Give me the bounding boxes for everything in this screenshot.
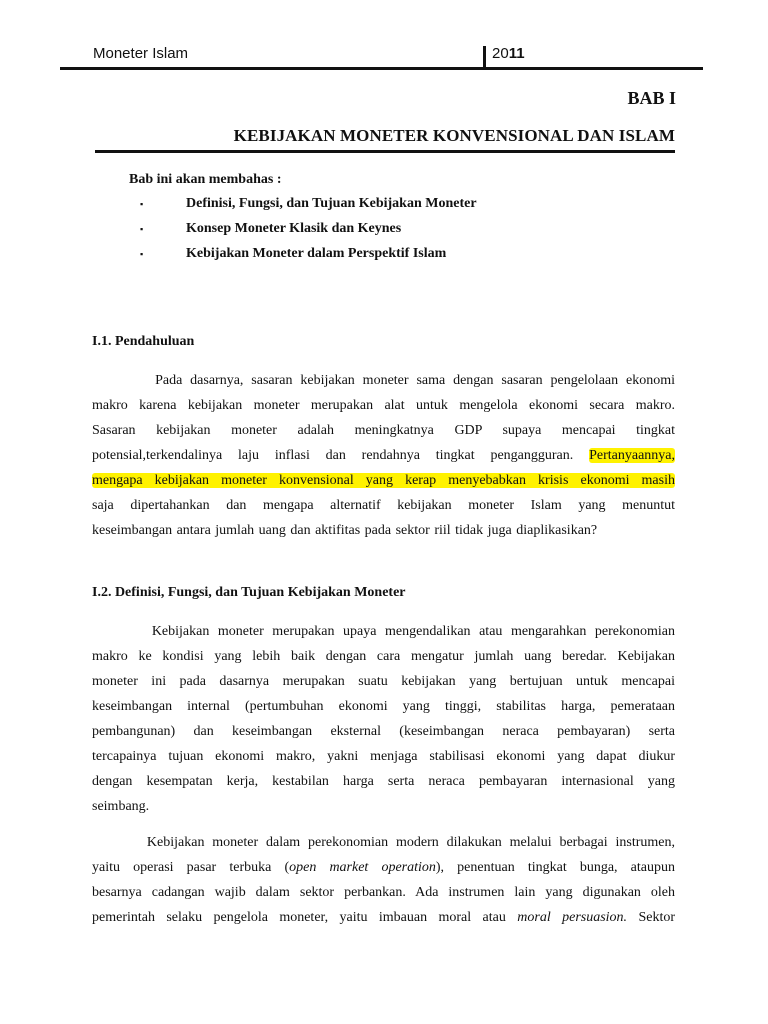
page-header — [60, 40, 703, 70]
header-title: Moneter Islam — [93, 45, 189, 62]
bullet-icon: ▪ — [140, 199, 144, 209]
bullet-icon: ▪ — [140, 224, 144, 234]
chapter-title: KEBIJAKAN MONETER KONVENSIONAL DAN ISLAM — [233, 126, 675, 145]
chapter-intro: Bab ini akan membahas : — [129, 172, 282, 187]
section-heading-definisi: I.2. Definisi, Fungsi, dan Tujuan Kebijakan Moneter — [92, 585, 406, 600]
paragraph-pendahuluan: Pada dasarnya, sasaran kebijakan moneter sama dengan sasaran pengelolaan ekonomi makro karena kebijakan moneter merupakan alat untuk mengelola ekonomi secara makro. Sasaran kebijakan moneter adalah meningkatnya GDP supaya mencapai tingkat potensial,terkendalinya laju inflasi dan rendahnya tingkat pengangguran. Pertanyaannya, mengapa kebijakan moneter konvensional yang kerap menyebabkan krisis ekonomi masih saja dipertahankan dan mengapa alternatif kebijakan moneter Islam yang menuntut keseimbangan antara jumlah uang dan aktifitas pada sektor riil tidak juga diaplikasikan? — [92, 373, 675, 538]
bullet-icon: ▪ — [140, 249, 144, 259]
highlighted-text: mengapa kebijakan moneter konvensional yang kerap menyebabkan krisis ekonomi masih — [92, 473, 675, 488]
section-heading-pendahuluan: I.1. Pendahuluan — [92, 334, 195, 349]
header-divider — [483, 46, 486, 67]
paragraph-definisi-1: Kebijakan moneter merupakan upaya mengendalikan atau mengarahkan perekonomian makro ke kondisi yang lebih baik dengan cara mengatur jumlah uang beredar. Kebijakan moneter ini pada dasarnya merupakan suatu kebijakan yang bertujuan untuk mencapai keseimbangan internal (pertumbuhan ekonomi yang tinggi, stabilitas harga, pemerataan pembangunan) dan keseimbangan eksternal (keseimbangan neraca pembayaran) serta tercapainya tujuan ekonomi makro, yakni menjaga stabilisasi ekonomi yang dapat diukur dengan kesempatan kerja, kestabilan harga serta neraca pembayaran internasional yang seimbang. — [92, 624, 675, 814]
paragraph-definisi-2: Kebijakan moneter dalam perekonomian modern dilakukan melalui berbagai instrumen, yaitu operasi pasar terbuka (open market operation), penentuan tingkat bunga, ataupun besarnya cadangan wajib dalam sektor perbankan. Ada instrumen lain yang digunakan oleh pemerintah selaku pengelola moneter, yaitu imbauan moral atau moral persuasion. Sektor — [92, 835, 675, 925]
header-year: 2011 — [492, 45, 525, 62]
highlighted-text: Pertanyaannya, — [589, 448, 675, 463]
title-rule — [95, 150, 675, 153]
chapter-number: BAB I — [627, 88, 676, 108]
